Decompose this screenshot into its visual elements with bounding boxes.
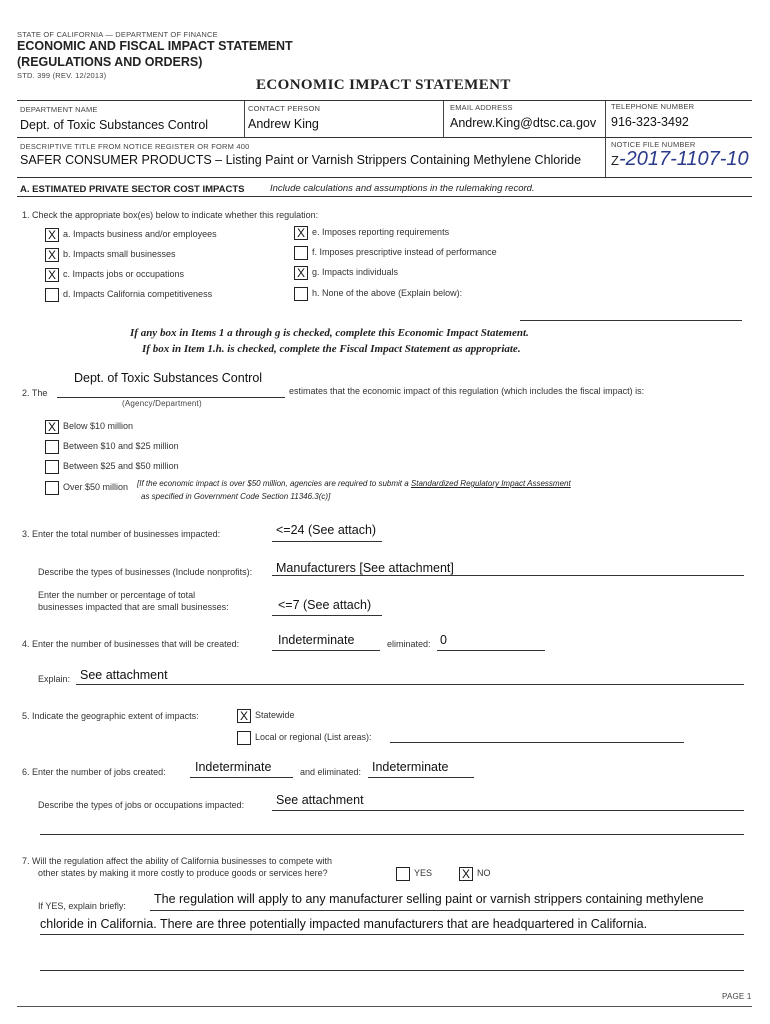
q5-local-areas-line[interactable]	[390, 742, 684, 743]
q3-label: 3. Enter the total number of businesses impacted:	[22, 529, 221, 539]
q6-eliminated-field[interactable]: Indeterminate	[372, 760, 449, 774]
section-a-heading: A. ESTIMATED PRIVATE SECTOR COST IMPACTS	[20, 184, 245, 195]
checkbox-q7-no[interactable]: X	[459, 867, 473, 881]
std-line: STD. 399 (REV. 12/2013)	[17, 71, 107, 80]
q4-created-field[interactable]: Indeterminate	[278, 633, 355, 647]
q3-total-field[interactable]: <=24 (See attach)	[276, 523, 377, 537]
q7-label-2: other states by making it more costly to produce goods or services here?	[38, 868, 328, 878]
q6-label: 6. Enter the number of jobs created:	[22, 767, 166, 777]
q6-describe-line-2[interactable]	[40, 834, 744, 835]
q1-instruction-2: If box in Item 1.h. is checked, complete the Fiscal Impact Statement as appropriate.	[142, 343, 521, 355]
q7-no-label: NO	[477, 868, 491, 878]
q1-text: 1. Check the appropriate box(es) below to indicate whether this regulation:	[22, 210, 319, 220]
q1g-label: g. Impacts individuals	[312, 267, 399, 277]
department-label: DEPARTMENT NAME	[20, 105, 98, 114]
agency-line: STATE OF CALIFORNIA — DEPARTMENT OF FINANCE	[17, 30, 218, 39]
descriptive-title-field[interactable]: SAFER CONSUMER PRODUCTS – Listing Paint or Varnish Strippers Containing Methylene Chloride	[20, 153, 582, 167]
q4-eliminated-label: eliminated:	[387, 639, 431, 649]
q6-created-field[interactable]: Indeterminate	[195, 760, 272, 774]
q5-statewide-label: Statewide	[255, 710, 295, 720]
checkbox-q1a[interactable]: X	[45, 228, 59, 242]
q7-yes-label: YES	[414, 868, 433, 878]
checkbox-q1g[interactable]: X	[294, 266, 308, 280]
phone-label: TELEPHONE NUMBER	[611, 102, 695, 111]
descriptive-title-label: DESCRIPTIVE TITLE FROM NOTICE REGISTER OR FORM 400	[20, 142, 250, 151]
q2-10-25m-label: Between $10 and $25 million	[63, 441, 179, 451]
q4-label: 4. Enter the number of businesses that will be created:	[22, 639, 240, 649]
q6-describe-label: Describe the types of jobs or occupations impacted:	[38, 800, 245, 810]
checkbox-q2-over-50m[interactable]	[45, 481, 59, 495]
contact-field[interactable]: Andrew King	[248, 117, 319, 131]
checkbox-q2-10-25m[interactable]	[45, 440, 59, 454]
q2-below-10m-label: Below $10 million	[63, 421, 134, 431]
checkbox-q2-below-10m[interactable]: X	[45, 420, 59, 434]
q1b-label: b. Impacts small businesses	[63, 249, 176, 259]
q2-over-50m-note2: as specified in Government Code Section 11346.3(c)]	[141, 492, 331, 501]
department-field[interactable]: Dept. of Toxic Substances Control	[20, 118, 209, 132]
q2-suffix: estimates that the economic impact of this regulation (which includes the fiscal impact) is:	[289, 386, 645, 396]
q3-small-label-2: businesses impacted that are small businesses:	[38, 602, 229, 612]
q3-small-field[interactable]: <=7 (See attach)	[278, 598, 372, 612]
checkbox-q2-25-50m[interactable]	[45, 460, 59, 474]
checkbox-q1d[interactable]	[45, 288, 59, 302]
q7-explain-field-2[interactable]: chloride in California. There are three potentially impacted manufacturers that are headquartered in California.	[40, 917, 648, 931]
economic-impact-statement-title: ECONOMIC IMPACT STATEMENT	[256, 77, 511, 93]
form-title-line2: (REGULATIONS AND ORDERS)	[17, 55, 203, 69]
email-field[interactable]: Andrew.King@dtsc.ca.gov	[450, 116, 597, 130]
q2-over-50m-note	[137, 479, 571, 488]
contact-label: CONTACT PERSON	[248, 104, 321, 113]
notice-file-prefix: Z	[611, 153, 619, 168]
checkbox-q5-statewide[interactable]: X	[237, 709, 251, 723]
checkbox-q1f[interactable]	[294, 246, 308, 260]
q1d-label: d. Impacts California competitiveness	[63, 289, 213, 299]
q7-explain-field-1[interactable]: The regulation will apply to any manufacturer selling paint or varnish strippers containing methylene	[154, 892, 704, 906]
notice-file-field[interactable]	[611, 148, 749, 171]
q3-small-label-1: Enter the number or percentage of total	[38, 590, 196, 600]
q1e-label: e. Imposes reporting requirements	[312, 227, 450, 237]
q4-eliminated-field[interactable]: 0	[440, 633, 447, 647]
q1a-label: a. Impacts business and/or employees	[63, 229, 217, 239]
section-a-note: Include calculations and assumptions in the rulemaking record.	[270, 183, 535, 194]
checkbox-q1e[interactable]: X	[294, 226, 308, 240]
q2-agency-caption: (Agency/Department)	[122, 399, 202, 408]
sria-link[interactable]: Standardized Regulatory Impact Assessment	[410, 479, 571, 488]
q7-explain-label: If YES, explain briefly:	[38, 901, 126, 911]
q1h-explain-line[interactable]	[520, 320, 742, 321]
checkbox-q1c[interactable]: X	[45, 268, 59, 282]
q3-describe-label: Describe the types of businesses (Include nonprofits):	[38, 567, 253, 577]
q2-note-text: [If the economic impact is over $50 million, agencies are required to submit a	[137, 479, 409, 488]
phone-field[interactable]: 916-323-3492	[611, 115, 689, 129]
q7-label-1: 7. Will the regulation affect the ability of California businesses to compete with	[22, 856, 332, 866]
checkbox-q1h[interactable]	[294, 287, 308, 301]
checkbox-q5-local[interactable]	[237, 731, 251, 745]
q2-over-50m-label: Over $50 million	[63, 482, 129, 492]
q1h-label: h. None of the above (Explain below):	[312, 288, 463, 298]
checkbox-q1b[interactable]: X	[45, 248, 59, 262]
q4-explain-label: Explain:	[38, 674, 71, 684]
q7-explain-line-3[interactable]	[40, 970, 744, 971]
page-number: PAGE 1	[722, 992, 752, 1001]
form-title-line1: ECONOMIC AND FISCAL IMPACT STATEMENT	[17, 39, 293, 53]
q1c-label: c. Impacts jobs or occupations	[63, 269, 185, 279]
q4-explain-field[interactable]: See attachment	[80, 668, 168, 682]
notice-file-label: NOTICE FILE NUMBER	[611, 140, 696, 149]
q3-describe-field[interactable]: Manufacturers [See attachment]	[276, 561, 454, 575]
email-label: EMAIL ADDRESS	[450, 103, 513, 112]
q1f-label: f. Imposes prescriptive instead of performance	[312, 247, 497, 257]
q1-instruction-1: If any box in Items 1 a through g is checked, complete this Economic Impact Statement.	[130, 327, 529, 339]
q2-prefix: 2. The	[22, 388, 48, 398]
notice-file-number: -2017-1107-10	[618, 148, 749, 170]
q2-agency-field[interactable]: Dept. of Toxic Substances Control	[74, 371, 263, 385]
checkbox-q7-yes[interactable]	[396, 867, 410, 881]
q6-describe-field[interactable]: See attachment	[276, 793, 364, 807]
q5-label: 5. Indicate the geographic extent of impacts:	[22, 711, 199, 721]
q2-25-50m-label: Between $25 and $50 million	[63, 461, 179, 471]
q6-eliminated-label: and eliminated:	[300, 767, 362, 777]
q5-local-label: Local or regional (List areas):	[255, 732, 372, 742]
